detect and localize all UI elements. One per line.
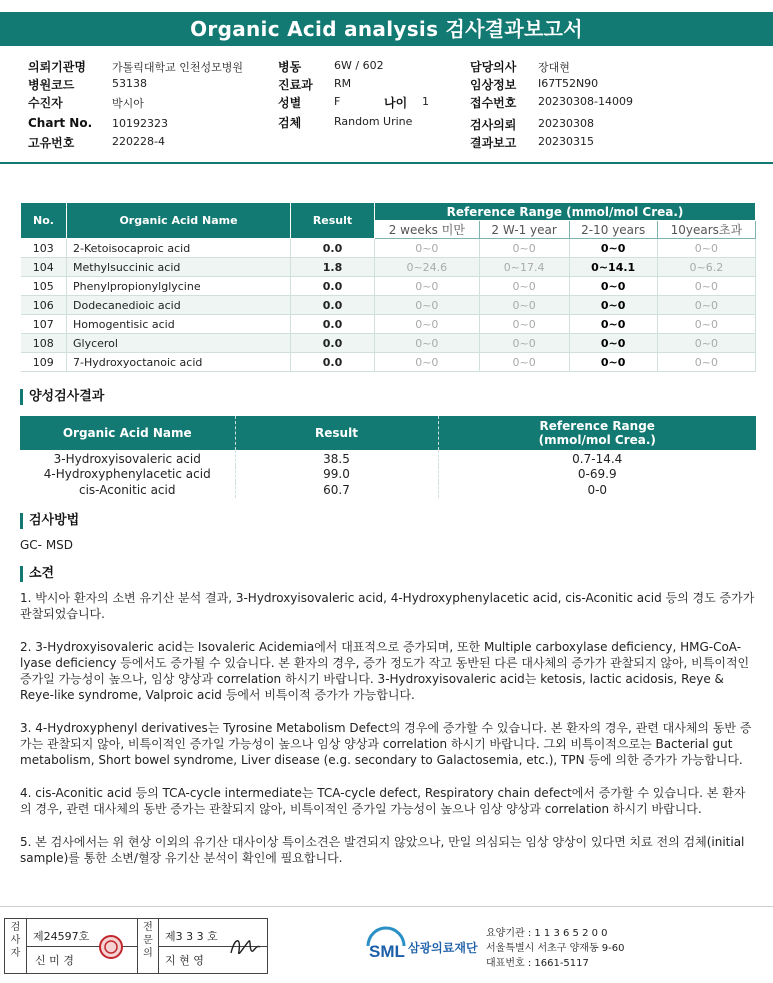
info-value: F: [334, 95, 341, 108]
row-ref: 0~17.4: [479, 258, 569, 277]
signature-box: [4, 918, 268, 974]
row-result: 0.0: [291, 277, 375, 296]
info-value: 20230315: [538, 135, 594, 148]
row-ref: 0~0: [657, 296, 755, 315]
svg-text:SML: SML: [369, 942, 405, 961]
row-ref: 0~0: [375, 315, 480, 334]
report-title: Organic Acid analysis 검사결과보고서: [0, 12, 773, 46]
row-ref: 0~0: [375, 353, 480, 372]
ref-col-header: 10years초과: [657, 221, 755, 239]
specialist-license: 제3 3 3 호: [165, 930, 218, 943]
table-row: [21, 334, 756, 353]
remark-paragraph: 2. 3-Hydroxyisovaleric acid는 Isovaleric Acidemia에서 대표적으로 증가되며, 또한 Multiple carboxylase deficiency, HMG-CoA-lyase deficiency 등에서도 증가될 수 있습니다. 본 환자의 경우, 증가 정도가 작고 동반된 다른 대사체의 증가가 관찰되지 않아, 비특이적인 증가일 가능성이 높으나, 임상 양상과 correlation 하시기 바랍니다. 3-Hydroxyisovaleric acid는 ketosis, lactic acidosis, Reye & Reye-like syndrome, Valproic acid 등에서 비특이적 증가가 가능합니다.: [20, 640, 750, 702]
row-no: 105: [21, 277, 67, 296]
pos-ref-header-line: Reference Range: [539, 419, 655, 433]
remark-paragraph: 4. cis-Aconitic acid 등의 TCA-cycle intermediate는 TCA-cycle defect, Respiratory chain defect에서 증가할 수 있습니다. 본 환자의 경우, 관련 대사체의 동반 증가는 관찰되지 않아, 비특이적인 증가일 가능성이 높으나 임상 양상과 correlation 하시기 바랍니다.: [20, 786, 746, 816]
row-no: 103: [21, 239, 67, 258]
method-title: 검사방법: [20, 513, 79, 529]
row-ref: 0~0: [569, 315, 657, 334]
row-ref: 0~0: [375, 277, 480, 296]
info-value: 20230308: [538, 117, 594, 130]
info-value: 가톨릭대학교 인천성모병원: [112, 61, 244, 74]
row-ref: 0~0: [657, 239, 755, 258]
remark-paragraph: 5. 본 검사에서는 위 현상 이외의 유기산 대사이상 특이소견은 발견되지 않았으나, 만일 의심되는 임상 양상이 있다면 치료 전의 검체(initial sample)를 통한 소변/혈장 유기산 분석이 확인에 필요합니다.: [20, 835, 745, 865]
institution-address: [486, 926, 625, 971]
info-value: 6W / 602: [334, 59, 384, 72]
row-ref: 0~0: [569, 277, 657, 296]
table-row: [21, 296, 756, 315]
row-result: 0.0: [291, 239, 375, 258]
row-ref: 0~0: [479, 277, 569, 296]
row-ref: 0~0: [479, 334, 569, 353]
row-name: Methylsuccinic acid: [67, 258, 291, 277]
row-ref: 0~0: [657, 334, 755, 353]
pos-col-header-result: Result: [235, 416, 438, 450]
institution-line: 대표번호 : 1661-5117: [486, 958, 589, 969]
info-label: 고유번호: [28, 136, 75, 150]
row-no: 104: [21, 258, 67, 277]
row-result: 0.0: [291, 315, 375, 334]
col-header-name: Organic Acid Name: [67, 203, 291, 239]
info-value: 20230308-14009: [538, 95, 633, 108]
pos-result: 38.5: [235, 450, 438, 466]
row-ref: 0~0: [657, 277, 755, 296]
row-no: 106: [21, 296, 67, 315]
table-row: [21, 353, 756, 372]
pos-name: 3-Hydroxyisovaleric acid: [20, 450, 235, 466]
row-ref: 0~0: [657, 353, 755, 372]
row-result: 0.0: [291, 296, 375, 315]
table-row: [21, 277, 756, 296]
row-name: Dodecanedioic acid: [67, 296, 291, 315]
row-ref: 0~0: [657, 315, 755, 334]
institution-line: 요양기관 : 1 1 3 6 5 2 0 0: [486, 928, 608, 939]
table-row: [20, 482, 756, 498]
info-label: 병원코드: [28, 78, 75, 92]
table-row: [20, 466, 756, 482]
col-header-no: No.: [21, 203, 67, 239]
info-label: 담당의사: [470, 60, 517, 74]
row-ref: 0~0: [569, 334, 657, 353]
positive-results-table: [20, 416, 756, 498]
row-ref: 0~0: [375, 296, 480, 315]
row-no: 107: [21, 315, 67, 334]
info-label: 의뢰기관명: [28, 60, 86, 74]
specialist-label: [137, 919, 159, 973]
row-ref: 0~14.1: [569, 258, 657, 277]
col-header-reference: Reference Range (mmol/mol Crea.): [375, 203, 756, 221]
pos-result: 60.7: [235, 482, 438, 498]
info-value: 220228-4: [112, 135, 165, 148]
info-label: 진료과: [278, 78, 313, 92]
pos-ref: 0-0: [587, 483, 608, 497]
info-label: 병동: [278, 60, 302, 74]
info-value: 장대현: [538, 61, 570, 74]
institution-line: 서울특별시 서초구 양재동 9-60: [486, 943, 625, 954]
specialist-label-text: 전문의: [143, 922, 153, 959]
pos-ref: 0-69.9: [577, 467, 617, 481]
signature-icon: [227, 931, 263, 963]
row-ref: 0~24.6: [375, 258, 480, 277]
row-name: 2-Ketoisocaproic acid: [67, 239, 291, 258]
row-ref: 0~0: [569, 353, 657, 372]
pos-name: 4-Hydroxyphenylacetic acid: [20, 466, 235, 482]
info-label: 성별: [278, 96, 302, 110]
info-value: 53138: [112, 77, 147, 90]
table-row: [21, 258, 756, 277]
info-value: 1: [422, 95, 429, 108]
ref-col-header: 2 W-1 year: [479, 221, 569, 239]
results-table: [20, 202, 756, 372]
examiner-license: 제24597호: [33, 930, 90, 943]
remarks-body: [20, 590, 755, 883]
ref-col-header: 2-10 years: [569, 221, 657, 239]
info-label: 검사의뢰: [470, 118, 517, 132]
info-value: Random Urine: [334, 115, 413, 128]
row-name: Phenylpropionylglycine: [67, 277, 291, 296]
specialist-name: 지 현 영: [165, 954, 204, 967]
row-ref: 0~6.2: [657, 258, 755, 277]
info-label: 접수번호: [470, 96, 517, 110]
row-no: 109: [21, 353, 67, 372]
row-ref: 0~0: [479, 296, 569, 315]
examiner-label: [5, 919, 27, 973]
row-ref: 0~0: [569, 296, 657, 315]
row-result: 0.0: [291, 334, 375, 353]
pos-col-header-name: Organic Acid Name: [20, 416, 235, 450]
info-value: 10192323: [112, 117, 168, 130]
table-row: [21, 315, 756, 334]
info-label: 수진자: [28, 96, 63, 110]
row-ref: 0~0: [375, 334, 480, 353]
info-label: 검체: [278, 116, 302, 130]
positive-results-title: 양성검사결과: [20, 389, 104, 405]
row-ref: 0~0: [479, 353, 569, 372]
info-label: 결과보고: [470, 136, 517, 150]
examiner-label-text: 검사자: [10, 922, 21, 959]
remark-paragraph: 3. 4-Hydroxyphenyl derivatives는 Tyrosine Metabolism Defect의 경우에 증가할 수 있습니다. 본 환자의 경우, 관련 대사체의 동반 증가는 관찰되지 않아, 비특이적인 증가일 가능성이 높으나 임상 양상과 correlation 하시기 바랍니다. 그외 비특이적으로는 Bacterial gut metabolism, Short bowel syndrome, Liver disease (e.g. secondary to Galactosemia, etc.), TPN 등에 의한 증가가 가능합니다.: [20, 721, 752, 767]
row-ref: 0~0: [375, 239, 480, 258]
patient-info: [0, 54, 773, 154]
table-row: [20, 450, 756, 466]
pos-name: cis-Aconitic acid: [20, 482, 235, 498]
info-label: 임상정보: [470, 78, 517, 92]
col-header-result: Result: [291, 203, 375, 239]
row-ref: 0~0: [569, 239, 657, 258]
row-name: Glycerol: [67, 334, 291, 353]
pos-col-header-reference: [438, 416, 756, 450]
examiner-name: 신 미 경: [35, 954, 74, 967]
footer-divider: [0, 906, 773, 907]
section-divider: [0, 162, 773, 164]
row-result: 0.0: [291, 353, 375, 372]
row-name: Homogentisic acid: [67, 315, 291, 334]
row-name: 7-Hydroxyoctanoic acid: [67, 353, 291, 372]
seal-stamp-icon: [97, 933, 125, 961]
row-ref: 0~0: [479, 239, 569, 258]
info-label: 나이: [384, 96, 408, 110]
pos-ref: 0.7-14.4: [572, 452, 623, 466]
method-text: GC- MSD: [20, 538, 74, 552]
pos-result: 99.0: [235, 466, 438, 482]
row-no: 108: [21, 334, 67, 353]
pos-ref-header-line: (mmol/mol Crea.): [538, 433, 656, 447]
remarks-title: 소견: [20, 566, 54, 582]
remark-paragraph: 1. 박시아 환자의 소변 유기산 분석 결과, 3-Hydroxyisovaleric acid, 4-Hydroxyphenylacetic acid, cis-Aconitic acid 등의 경도 증가가 관찰되었습니다.: [20, 591, 755, 621]
ref-col-header: 2 weeks 미만: [375, 221, 480, 239]
row-result: 1.8: [291, 258, 375, 277]
institution-logo: [366, 926, 484, 966]
info-value: I67T52N90: [538, 77, 599, 90]
institution-name: 삼광의료재단: [408, 941, 478, 955]
info-label: Chart No.: [28, 116, 93, 130]
table-row: [21, 239, 756, 258]
row-ref: 0~0: [479, 315, 569, 334]
info-value: 박시아: [112, 97, 144, 110]
info-value: RM: [334, 77, 352, 90]
